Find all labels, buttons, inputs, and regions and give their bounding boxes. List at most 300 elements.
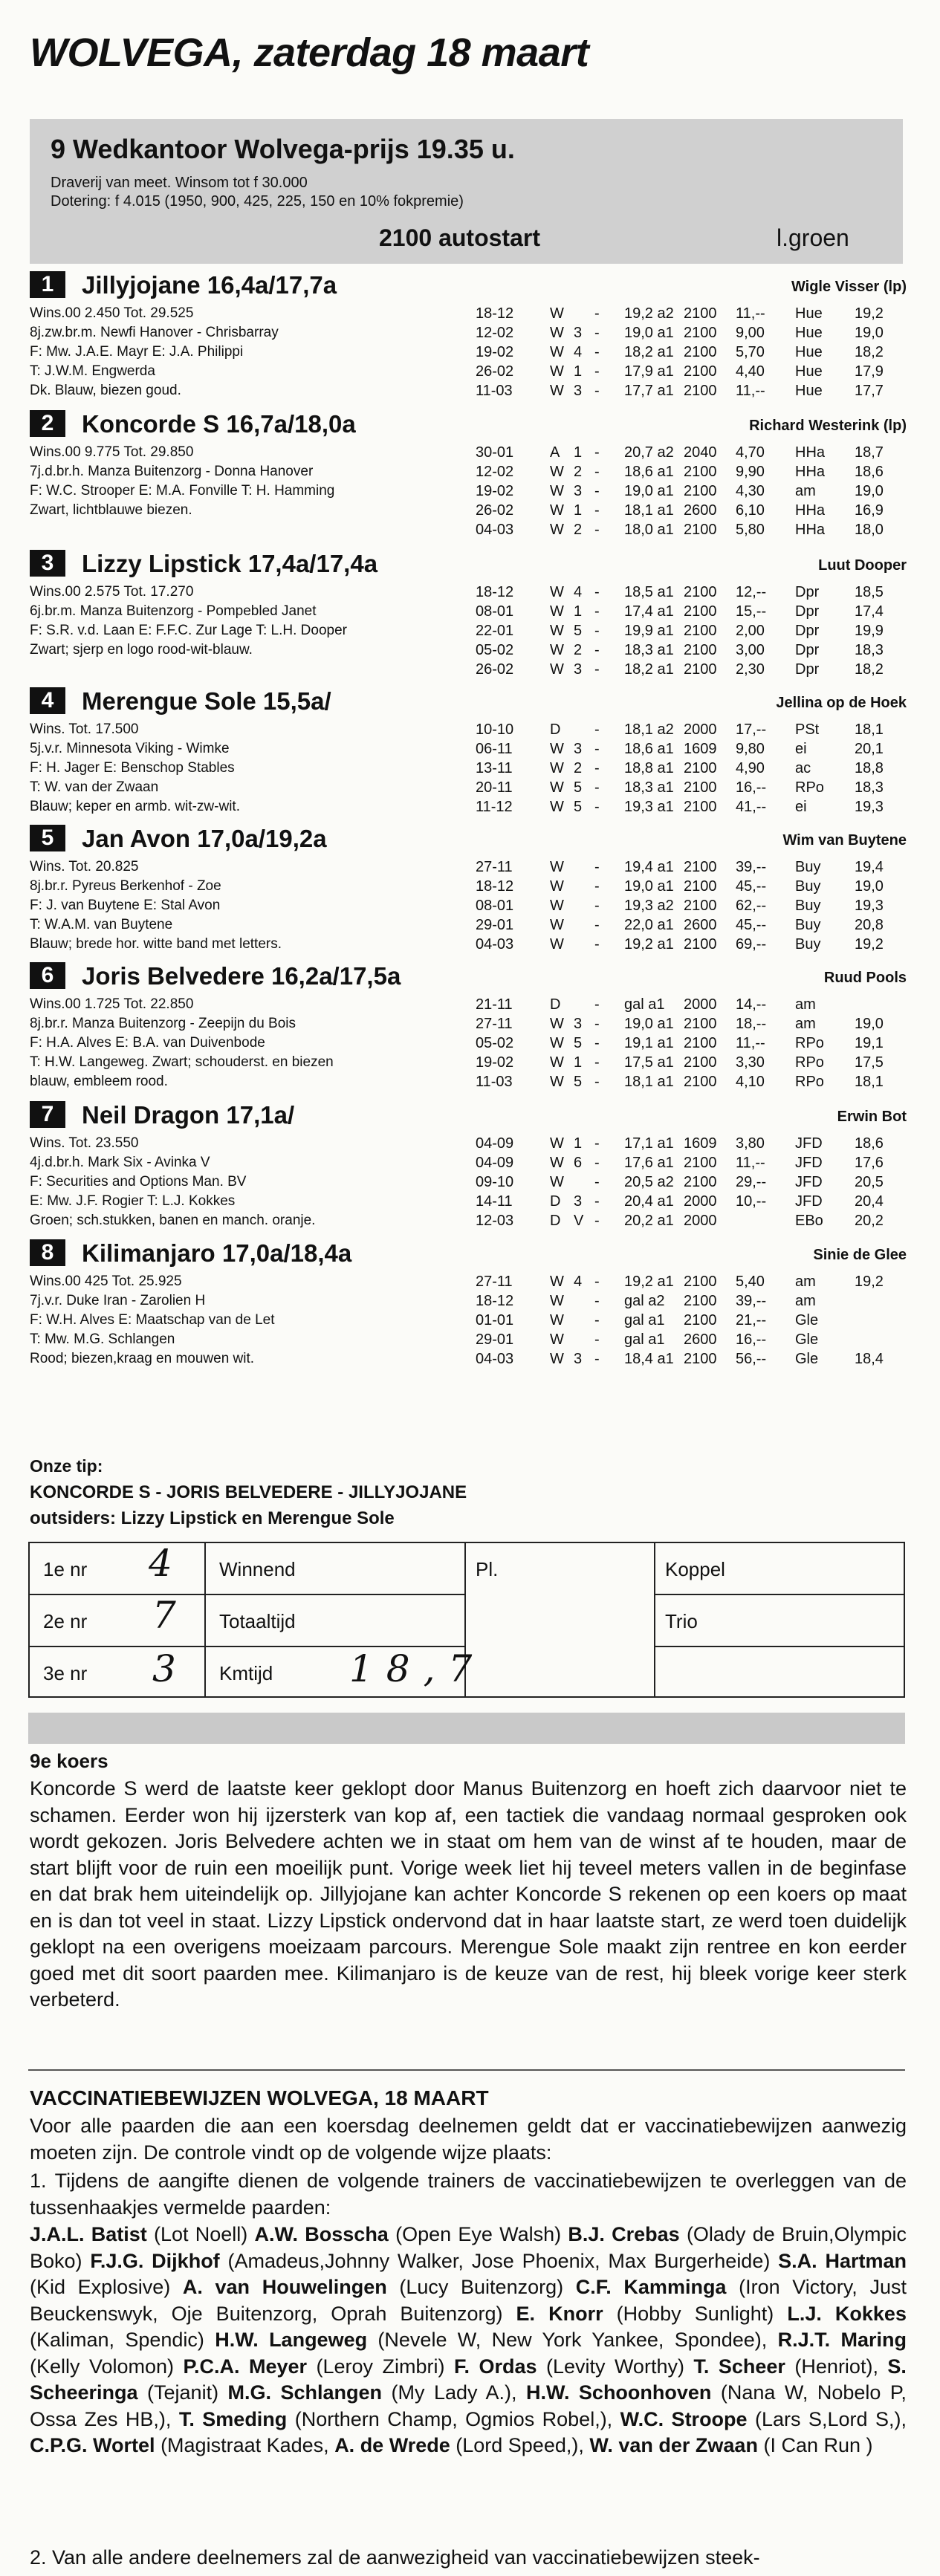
form-cell: 29-01 — [476, 1331, 514, 1348]
form-cell: W — [550, 502, 564, 519]
form-cell: 19,2 — [855, 936, 884, 953]
trainer-name: S.A. Hartman — [778, 2249, 907, 2272]
form-cell: 19-02 — [476, 344, 514, 360]
form-cell: 2100 — [684, 1054, 717, 1071]
form-cell: - — [594, 383, 600, 399]
form-cell: 18,3 a1 — [624, 642, 674, 658]
form-row — [30, 1074, 907, 1093]
horse-info-line: Wins.00 2.575 Tot. 17.270 — [30, 584, 194, 600]
form-row — [30, 464, 907, 483]
form-cell: 2600 — [684, 502, 717, 519]
form-cell: am — [795, 996, 816, 1013]
horse-info-line: T: H.W. Langeweg. Zwart; schouderst. en biezen — [30, 1054, 334, 1070]
horse-entry — [30, 687, 907, 821]
form-cell: 2000 — [684, 996, 717, 1013]
form-cell: - — [594, 1193, 600, 1210]
form-cell: 08-01 — [476, 898, 514, 914]
form-cell: 11,-- — [736, 305, 765, 322]
form-cell: 27-11 — [476, 1016, 513, 1032]
form-cell: W — [550, 1155, 564, 1171]
form-cell: 26-02 — [476, 363, 514, 380]
form-cell: 45,-- — [736, 917, 767, 933]
form-cell: 20,7 a2 — [624, 444, 674, 461]
trainer-name: H.W. Langeweg — [215, 2329, 368, 2351]
form-cell: 20,5 — [855, 1174, 884, 1190]
horse-info-line: Wins.00 425 Tot. 25.925 — [30, 1274, 182, 1289]
horse-heading — [30, 1101, 294, 1131]
form-cell: 18,5 — [855, 584, 884, 600]
form-cell: 12,-- — [736, 584, 767, 600]
form-cell: - — [594, 760, 600, 776]
trainer-horses: (Open Eye Walsh) — [395, 2223, 562, 2245]
form-cell: - — [594, 1331, 600, 1348]
form-cell: 20,4 — [855, 1193, 884, 1210]
form-cell: 2100 — [684, 1155, 717, 1171]
form-row — [30, 1155, 907, 1174]
form-cell: - — [594, 936, 600, 953]
trainer-name: A. de Wrede — [334, 2434, 450, 2456]
form-cell: 2000 — [684, 1193, 717, 1210]
horse-jockey: Sinie de Glee — [813, 1247, 907, 1263]
form-cell: 2100 — [684, 1174, 717, 1190]
form-cell: W — [550, 1331, 564, 1348]
form-cell: W — [550, 1054, 564, 1071]
trainer-name: F.J.G. Dijkhof — [90, 2249, 220, 2272]
form-row — [30, 936, 907, 956]
form-cell: 2100 — [684, 1016, 717, 1032]
horse-info-line: Rood; biezen,kraag en mouwen wit. — [30, 1351, 255, 1366]
horse-info-line: Wins. Tot. 20.825 — [30, 859, 139, 875]
horse-info-line: 8j.br.r. Pyreus Berkenhof - Zoe — [30, 878, 221, 894]
form-cell: 3 — [574, 1016, 583, 1032]
form-cell: 18,1 a2 — [624, 721, 674, 738]
trainer-name: A.W. Bosscha — [254, 2223, 389, 2245]
form-cell: - — [594, 996, 600, 1013]
horse-entry — [30, 962, 907, 1096]
form-cell: am — [795, 1293, 816, 1309]
handwritten-first: 4 — [149, 1542, 172, 1585]
form-cell: W — [550, 483, 564, 499]
form-cell: 04-09 — [476, 1135, 514, 1152]
horse-info-line: 7j.v.r. Duke Iran - Zarolien H — [30, 1293, 206, 1308]
form-cell: 5 — [574, 799, 583, 815]
form-cell: HHa — [795, 522, 826, 538]
form-row — [30, 1293, 907, 1312]
form-cell: 19,0 a1 — [624, 325, 674, 341]
form-cell: 2100 — [684, 1074, 717, 1090]
form-cell: Hue — [795, 325, 823, 341]
trainer-name: J.A.L. Batist — [30, 2223, 147, 2245]
form-cell: 5 — [574, 779, 583, 796]
form-cell: - — [594, 325, 600, 341]
form-cell: 18,4 — [855, 1351, 884, 1367]
form-cell: JFD — [795, 1193, 823, 1210]
form-cell: Buy — [795, 917, 821, 933]
form-cell: 2100 — [684, 483, 717, 499]
horse-entry — [30, 550, 907, 684]
form-cell: 18,6 — [855, 1135, 884, 1152]
form-cell: gal a1 — [624, 1312, 665, 1328]
form-cell: 2000 — [684, 721, 717, 738]
form-cell: JFD — [795, 1155, 823, 1171]
form-cell: am — [795, 1016, 816, 1032]
form-cell: W — [550, 1174, 564, 1190]
horse-heading — [30, 410, 356, 440]
trainer-horses: (Henriot), — [794, 2355, 878, 2378]
form-cell: 5 — [574, 623, 583, 639]
form-row — [30, 603, 907, 623]
horse-info-line: Groen; sch.stukken, banen en manch. oranje. — [30, 1213, 316, 1228]
form-cell: - — [594, 623, 600, 639]
form-cell: 04-03 — [476, 522, 514, 538]
horse-jockey: Wim van Buytene — [782, 832, 907, 849]
form-cell: - — [594, 1213, 600, 1229]
form-cell: Dpr — [795, 623, 820, 639]
form-cell: 18,4 a1 — [624, 1351, 674, 1367]
trainer-horses: (Amadeus,Johnny Walker, Jose Phoenix, Max Burgerheide) — [227, 2249, 771, 2272]
horse-info-line: F: H.A. Alves E: B.A. van Duivenbode — [30, 1035, 265, 1051]
form-cell: W — [550, 917, 564, 933]
horse-entry — [30, 271, 907, 405]
horse-jockey: Ruud Pools — [823, 970, 907, 986]
form-cell: Dpr — [795, 642, 820, 658]
form-cell: 2100 — [684, 464, 717, 480]
horse-number: 5 — [30, 825, 65, 851]
horse-info-line: blauw, embleem rood. — [30, 1074, 168, 1089]
form-cell: 09-10 — [476, 1174, 514, 1190]
trainer-horses: (Leroy Zimbri) — [316, 2355, 445, 2378]
form-cell: 27-11 — [476, 1274, 513, 1290]
form-cell: gal a1 — [624, 1331, 665, 1348]
form-cell: 3,00 — [736, 642, 765, 658]
horse-info-line: 8j.br.r. Manza Buitenzorg - Zeepijn du Bois — [30, 1016, 296, 1031]
form-cell: 18,-- — [736, 1016, 767, 1032]
horse-info-line: Wins.00 2.450 Tot. 29.525 — [30, 305, 194, 321]
form-cell: 2100 — [684, 1351, 717, 1367]
trainer-name: C.P.G. Wortel — [30, 2434, 155, 2456]
form-cell: 12-02 — [476, 464, 514, 480]
form-cell: - — [594, 444, 600, 461]
form-cell: 3,80 — [736, 1135, 765, 1152]
horse-name: Kilimanjaro 17,0a/18,4a — [82, 1239, 352, 1267]
horse-entry — [30, 1239, 907, 1373]
form-cell: 2100 — [684, 760, 717, 776]
form-cell: 6 — [574, 1155, 583, 1171]
form-cell: 27-11 — [476, 859, 513, 875]
form-cell: D — [550, 1213, 561, 1229]
form-cell: 18,0 — [855, 522, 884, 538]
form-cell: 1 — [574, 444, 583, 461]
form-cell: W — [550, 741, 564, 757]
form-cell: 17,4 a1 — [624, 603, 674, 620]
trainer-horses: (Northern Champ, Ogmios Robel,), — [294, 2407, 613, 2430]
horse-name: Neil Dragon 17,1a/ — [82, 1101, 295, 1129]
form-cell: 11,-- — [736, 383, 765, 399]
form-row — [30, 898, 907, 917]
results-koppel: Koppel — [665, 1558, 725, 1580]
form-cell: 18-12 — [476, 305, 514, 322]
form-cell: W — [550, 661, 564, 678]
trainer-horses: (Tejanit) — [147, 2381, 219, 2404]
form-cell: 1609 — [684, 741, 717, 757]
form-cell: 17,7 — [855, 383, 884, 399]
form-cell: 17,6 a1 — [624, 1155, 674, 1171]
form-cell: 05-02 — [476, 642, 514, 658]
form-row — [30, 859, 907, 878]
form-cell: 30-01 — [476, 444, 514, 461]
form-cell: 20,4 a1 — [624, 1193, 674, 1210]
form-cell: 15,-- — [736, 603, 767, 620]
form-row — [30, 741, 907, 760]
form-cell: A — [550, 444, 560, 461]
form-cell: 2100 — [684, 859, 717, 875]
form-cell: 4 — [574, 1274, 583, 1290]
race-header — [30, 119, 903, 264]
tip-heading: Onze tip: — [30, 1456, 103, 1476]
form-cell: RPo — [795, 1074, 824, 1090]
trainer-name: C.F. Kamminga — [575, 2276, 727, 2298]
form-cell: 17,6 — [855, 1155, 884, 1171]
form-cell: 11,-- — [736, 1155, 765, 1171]
form-cell: am — [795, 1274, 816, 1290]
form-cell: 2100 — [684, 522, 717, 538]
form-cell: 19,9 — [855, 623, 884, 639]
form-row — [30, 383, 907, 402]
form-cell: - — [594, 1312, 600, 1328]
form-cell: 18,6 a1 — [624, 464, 674, 480]
form-cell: 20,5 a2 — [624, 1174, 674, 1190]
handwritten-third: 3 — [152, 1647, 176, 1690]
form-cell: 4 — [574, 584, 583, 600]
handwritten-second: 7 — [152, 1594, 176, 1637]
form-row — [30, 1054, 907, 1074]
form-cell: 19,1 — [855, 1035, 884, 1051]
form-cell: 14,-- — [736, 996, 767, 1013]
race-distance: 2100 autostart — [379, 224, 540, 251]
form-cell: W — [550, 779, 564, 796]
page-title: WOLVEGA, zaterdag 18 maart — [30, 30, 589, 75]
form-row — [30, 642, 907, 661]
form-cell: W — [550, 1074, 564, 1090]
results-table — [28, 1542, 905, 1698]
form-cell: 18,6 — [855, 464, 884, 480]
form-cell: 04-03 — [476, 936, 514, 953]
form-cell: 16,-- — [736, 1331, 767, 1348]
form-cell: 3 — [574, 741, 583, 757]
trainer-horses: (Nevele W, New York Yankee, Spondee), — [377, 2329, 768, 2351]
horse-info-line: F: W.H. Alves E: Maatschap van de Let — [30, 1312, 275, 1328]
form-cell: 18,3 — [855, 642, 884, 658]
form-cell: 2100 — [684, 363, 717, 380]
form-cell: 11-03 — [476, 1074, 513, 1090]
form-cell: 2000 — [684, 1213, 717, 1229]
form-cell: 62,-- — [736, 898, 767, 914]
form-cell: 18,8 — [855, 760, 884, 776]
form-cell: Hue — [795, 305, 823, 322]
form-cell: 17,9 — [855, 363, 884, 380]
form-cell: 04-09 — [476, 1155, 514, 1171]
form-cell: W — [550, 1016, 564, 1032]
trainer-horses: (Iron Victory, Just Beuckenswyk, Oje Buitenzorg, Oprah Buitenzorg) — [30, 2276, 907, 2325]
form-cell: 2,30 — [736, 661, 765, 678]
form-cell: - — [594, 917, 600, 933]
trainer-horses: (Kaliman, Spendic) — [30, 2329, 204, 2351]
horse-info-line: Zwart; sjerp en logo rood-wit-blauw. — [30, 642, 253, 658]
form-cell: - — [594, 1054, 600, 1071]
trainer-name: F. Ordas — [453, 2355, 537, 2378]
form-cell: 2 — [574, 642, 583, 658]
form-cell: 19,0 a1 — [624, 483, 674, 499]
form-cell: 19,0 — [855, 483, 884, 499]
form-cell: 18,0 a1 — [624, 522, 674, 538]
form-cell: 17,9 a1 — [624, 363, 674, 380]
trainer-name: A. van Houwelingen — [182, 2276, 387, 2298]
form-cell: 1 — [574, 502, 583, 519]
form-cell: 2100 — [684, 779, 717, 796]
form-cell: - — [594, 483, 600, 499]
form-cell: 19,3 a2 — [624, 898, 674, 914]
form-cell: 2100 — [684, 661, 717, 678]
form-cell: 11,-- — [736, 1035, 765, 1051]
trainer-name: W. van der Zwaan — [589, 2434, 758, 2456]
trainer-horses: (Kid Explosive) — [30, 2276, 171, 2298]
form-cell: HHa — [795, 464, 826, 480]
form-cell: 5 — [574, 1074, 583, 1090]
results-row3-label: 3e nr — [43, 1662, 88, 1684]
results-totaaltijd: Totaaltijd — [219, 1610, 296, 1632]
form-cell: W — [550, 859, 564, 875]
horse-jockey: Wigle Visser (lp) — [791, 279, 907, 295]
form-row — [30, 1016, 907, 1035]
form-cell: 19,2 — [855, 1274, 884, 1290]
form-cell: 1 — [574, 363, 583, 380]
horse-info-line: Zwart, lichtblauwe biezen. — [30, 502, 192, 518]
form-cell: W — [550, 344, 564, 360]
horse-info-line: T: Mw. M.G. Schlangen — [30, 1331, 175, 1347]
form-cell: - — [594, 741, 600, 757]
horse-name: Merengue Sole 15,5a/ — [82, 687, 331, 715]
horse-number: 6 — [30, 962, 65, 989]
form-cell: - — [594, 1351, 600, 1367]
form-row — [30, 1035, 907, 1054]
horse-heading — [30, 825, 327, 854]
form-cell: 26-02 — [476, 502, 514, 519]
form-cell: 18,1 — [855, 1074, 884, 1090]
form-cell: 29-01 — [476, 917, 514, 933]
form-row — [30, 325, 907, 344]
form-cell: 16,9 — [855, 502, 884, 519]
horse-jockey: Richard Westerink (lp) — [749, 418, 907, 434]
form-cell: 2100 — [684, 898, 717, 914]
form-cell: 2100 — [684, 325, 717, 341]
form-cell: - — [594, 344, 600, 360]
form-cell: gal a1 — [624, 996, 665, 1013]
results-winnend: Winnend — [219, 1558, 296, 1580]
horse-number: 8 — [30, 1239, 65, 1266]
form-cell: RPo — [795, 779, 824, 796]
form-row — [30, 1351, 907, 1370]
form-cell: 19,0 — [855, 878, 884, 895]
trainer-horses: (Olady de Bruin,Olympic Boko) — [30, 2223, 907, 2272]
form-cell: 12-02 — [476, 325, 514, 341]
form-cell: Hue — [795, 344, 823, 360]
form-row — [30, 799, 907, 818]
form-cell: 19,2 — [855, 305, 884, 322]
form-row — [30, 1135, 907, 1155]
form-cell: 2100 — [684, 603, 717, 620]
form-cell: D — [550, 996, 561, 1013]
form-cell: 19,9 a1 — [624, 623, 674, 639]
form-cell: am — [795, 483, 816, 499]
form-cell: W — [550, 1135, 564, 1152]
form-cell: Gle — [795, 1312, 819, 1328]
form-cell: 4,90 — [736, 760, 765, 776]
form-row — [30, 1312, 907, 1331]
results-row2-label: 2e nr — [43, 1610, 88, 1632]
form-cell: 2100 — [684, 1035, 717, 1051]
form-cell: 19,3 — [855, 799, 884, 815]
form-cell: HHa — [795, 444, 826, 461]
form-cell: W — [550, 1293, 564, 1309]
form-cell: D — [550, 721, 561, 738]
horse-name: Koncorde S 16,7a/18,0a — [82, 410, 356, 438]
form-cell: W — [550, 936, 564, 953]
form-cell: 2100 — [684, 584, 717, 600]
horse-heading — [30, 962, 401, 992]
form-cell: 2100 — [684, 1293, 717, 1309]
form-cell: 2100 — [684, 1274, 717, 1290]
form-row — [30, 917, 907, 936]
form-cell: 2100 — [684, 305, 717, 322]
horse-info-line: F: W.C. Strooper E: M.A. Fonville T: H. Hamming — [30, 483, 335, 499]
horse-info-line: 8j.zw.br.m. Newfi Hanover - Chrisbarray — [30, 325, 279, 340]
form-cell: 19,2 a2 — [624, 305, 674, 322]
trainer-horses: (Lars S,Lord S,), — [755, 2407, 907, 2430]
form-cell: 18,1 a1 — [624, 1074, 674, 1090]
vaccin-title: VACCINATIEBEWIJZEN WOLVEGA, 18 MAART — [30, 2086, 489, 2109]
form-cell: 18,6 a1 — [624, 741, 674, 757]
tip-outsiders: outsiders: Lizzy Lipstick en Merengue Sole — [30, 1508, 395, 1528]
horse-info-line: F: S.R. v.d. Laan E: F.F.C. Zur Lage T: L.H. Dooper — [30, 623, 347, 638]
trainer-horses: (Hobby Sunlight) — [616, 2302, 774, 2325]
trainer-name: T. Smeding — [178, 2407, 288, 2430]
form-cell: 18,8 a1 — [624, 760, 674, 776]
form-cell: EBo — [795, 1213, 823, 1229]
form-cell: - — [594, 779, 600, 796]
form-cell: Buy — [795, 859, 821, 875]
form-cell: Gle — [795, 1331, 819, 1348]
form-cell: 2100 — [684, 344, 717, 360]
form-cell: 17,5 — [855, 1054, 884, 1071]
form-cell: 16,-- — [736, 779, 767, 796]
horse-jockey: Erwin Bot — [837, 1109, 907, 1125]
form-cell: Gle — [795, 1351, 819, 1367]
form-cell: JFD — [795, 1174, 823, 1190]
form-row — [30, 1193, 907, 1213]
trainer-horses: (Lucy Buitenzorg) — [399, 2276, 564, 2298]
form-row — [30, 996, 907, 1016]
form-row — [30, 344, 907, 363]
trainer-horses: (I Can Run ) — [763, 2434, 873, 2456]
horse-info-line: 4j.d.br.h. Mark Six - Avinka V — [30, 1155, 210, 1170]
horse-jockey: Jellina op de Hoek — [776, 695, 907, 711]
form-cell: 2 — [574, 522, 583, 538]
race-colour: l.groen — [777, 224, 849, 251]
section-bar — [28, 1713, 905, 1744]
horse-info-line: F: H. Jager E: Benschop Stables — [30, 760, 235, 776]
form-cell: 56,-- — [736, 1351, 767, 1367]
form-cell: 20,1 — [855, 741, 884, 757]
